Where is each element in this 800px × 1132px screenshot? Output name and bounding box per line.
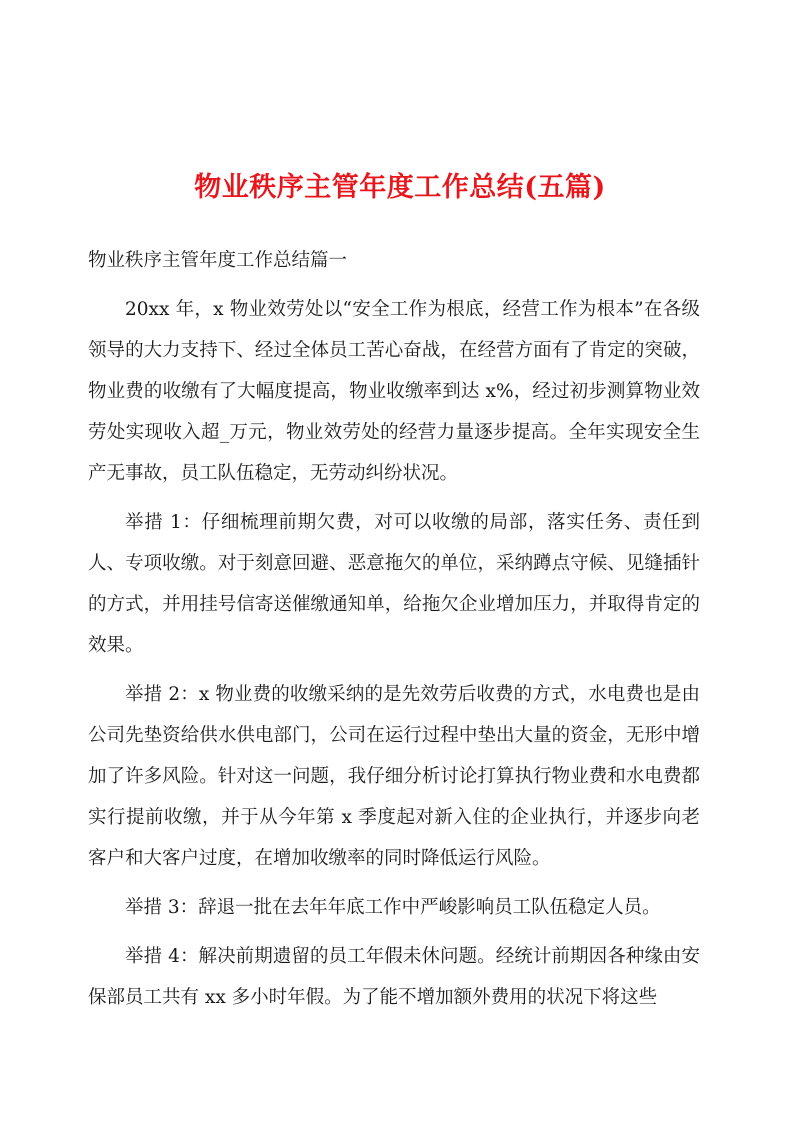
document-body: [88, 240, 700, 1018]
section-heading: 物业秩序主管年度工作总结篇一: [88, 250, 348, 271]
paragraph-measure-2: 举措 2：x 物业费的收缴采纳的是先效劳后收费的方式，水电费也是由公司先垫资给供水供电部门，公司在运行过程中垫出大量的资金，无形中增加了许多风险。针对这一问题，我仔细分析讨论打算执行物业费和水电费都实行提前收缴，并于从今年第 x 季度起对新入住的企业执行，并逐步向老客户和大客户过度，在增加收缴率的同时降低运行风险。: [88, 684, 700, 869]
paragraph-measure-3: 举措 3：辞退一批在去年年底工作中严峻影响员工队伍稳定人员。: [125, 897, 661, 918]
document-title: 物业秩序主管年度工作总结(五篇): [194, 172, 606, 203]
paragraph-intro: 20xx 年，x 物业效劳处以“安全工作为根底，经营工作为根本”在各级领导的大力支持下、经过全体员工苦心奋战，在经营方面有了肯定的突破，物业费的收缴有了大幅度提高，物业收缴率到达 x%，经过初步测算物业效劳处实现收入超_万元，物业效劳处的经营力量逐步提高。全年实现安全生产无事故，员工队伍稳定，无劳动纠纷状况。: [88, 299, 700, 484]
paragraph-measure-1: 举措 1：仔细梳理前期欠费，对可以收缴的局部，落实任务、责任到人、专项收缴。对于刻意回避、恶意拖欠的单位，采纳蹲点守候、见缝插针的方式，并用挂号信寄送催缴通知单，给拖欠企业增加压力，并取得肯定的效果。: [88, 512, 700, 656]
paragraph-measure-4: 举措 4：解决前期遗留的员工年假未休问题。经统计前期因各种缘由安保部员工共有 xx 多小时年假。为了能不增加额外费用的状况下将这些: [88, 946, 700, 1008]
